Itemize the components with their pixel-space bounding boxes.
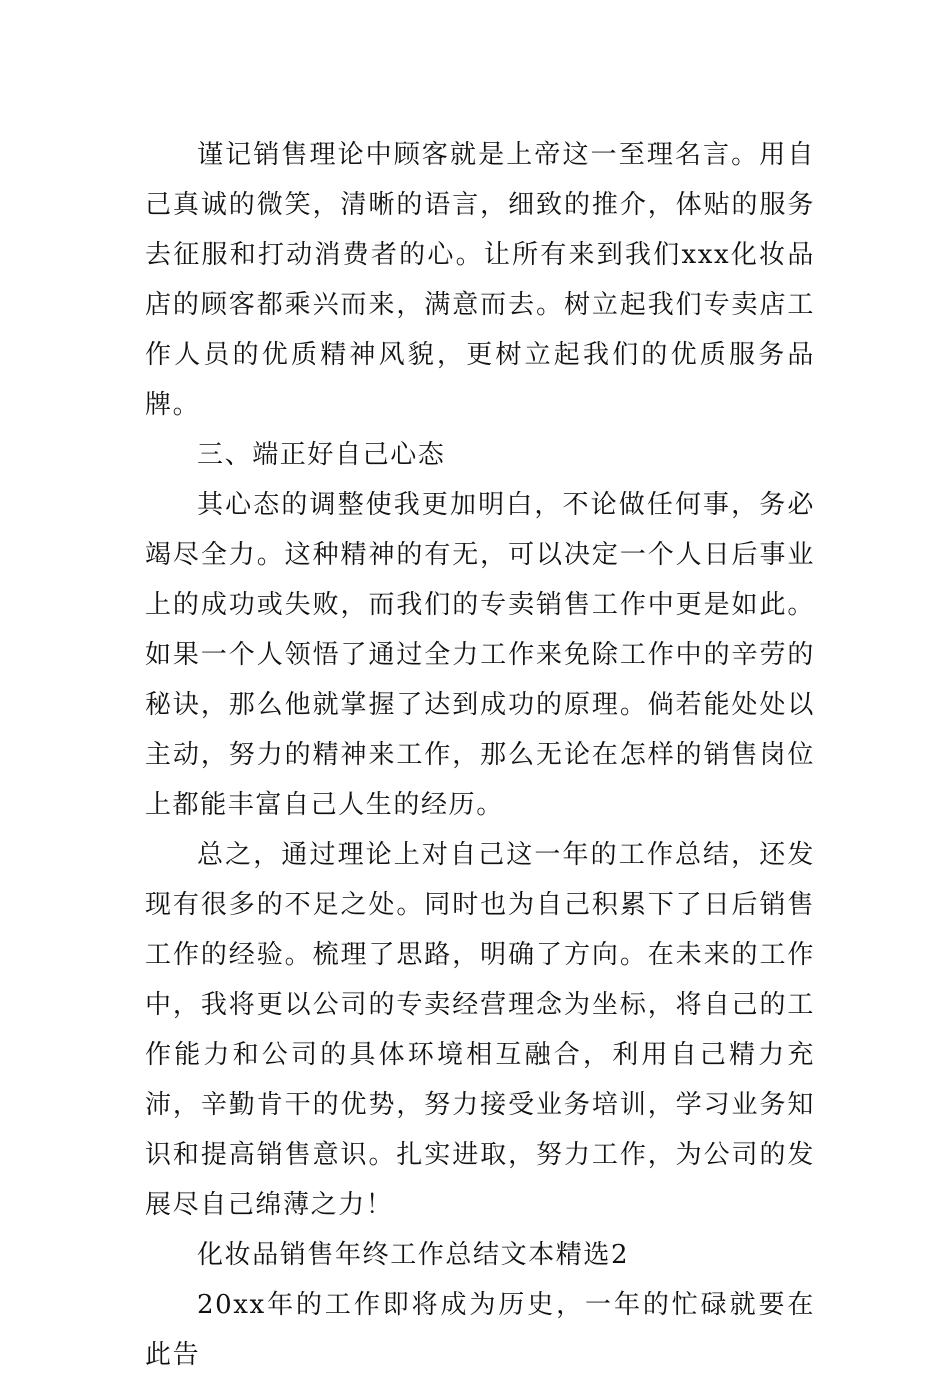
paragraph-conclusion: 总之，通过理论上对自己这一年的工作总结，还发现有很多的不足之处。同时也为自己积累下了日后销售工作的经验。梳理了思路，明确了方向。在未来的工作中，我将更以公司的专卖经营理念为坐标，将自己的工作能力和公司的具体环境相互融合，利用自己精力充沛，辛勤肯干的优势，努力接受业务培训，学习业务知识和提高销售意识。扎实进取，努力工作，为公司的发展尽自己绵薄之力！ bbox=[145, 840, 815, 1220]
paragraph-article-2-intro: 20xx年的工作即将成为历史，一年的忙碌就要在此告 bbox=[145, 1290, 815, 1370]
article-title-2: 化妆品销售年终工作总结文本精选2 bbox=[197, 1240, 630, 1270]
paragraph-mindset: 其心态的调整使我更加明白，不论做任何事，务必竭尽全力。这种精神的有无，可以决定一个人日后事业上的成功或失败，而我们的专卖销售工作中更是如此。如果一个人领悟了通过全力工作来免除工作中的辛劳的秘诀，那么他就掌握了达到成功的原理。倘若能处处以主动，努力的精神来工作，那么无论在怎样的销售岗位上都能丰富自己人生的经历。 bbox=[145, 490, 815, 820]
paragraph-customer-service: 谨记销售理论中顾客就是上帝这一至理名言。用自己真诚的微笑，清晰的语言，细致的推介，体贴的服务去征服和打动消费者的心。让所有来到我们xxx化妆品店的顾客都乘兴而来，满意而去。树立起我们专卖店工作人员的优质精神风貌，更树立起我们的优质服务品牌。 bbox=[145, 140, 815, 420]
section-heading-mindset: 三、端正好自己心态 bbox=[197, 440, 446, 470]
document-body bbox=[145, 130, 815, 1380]
